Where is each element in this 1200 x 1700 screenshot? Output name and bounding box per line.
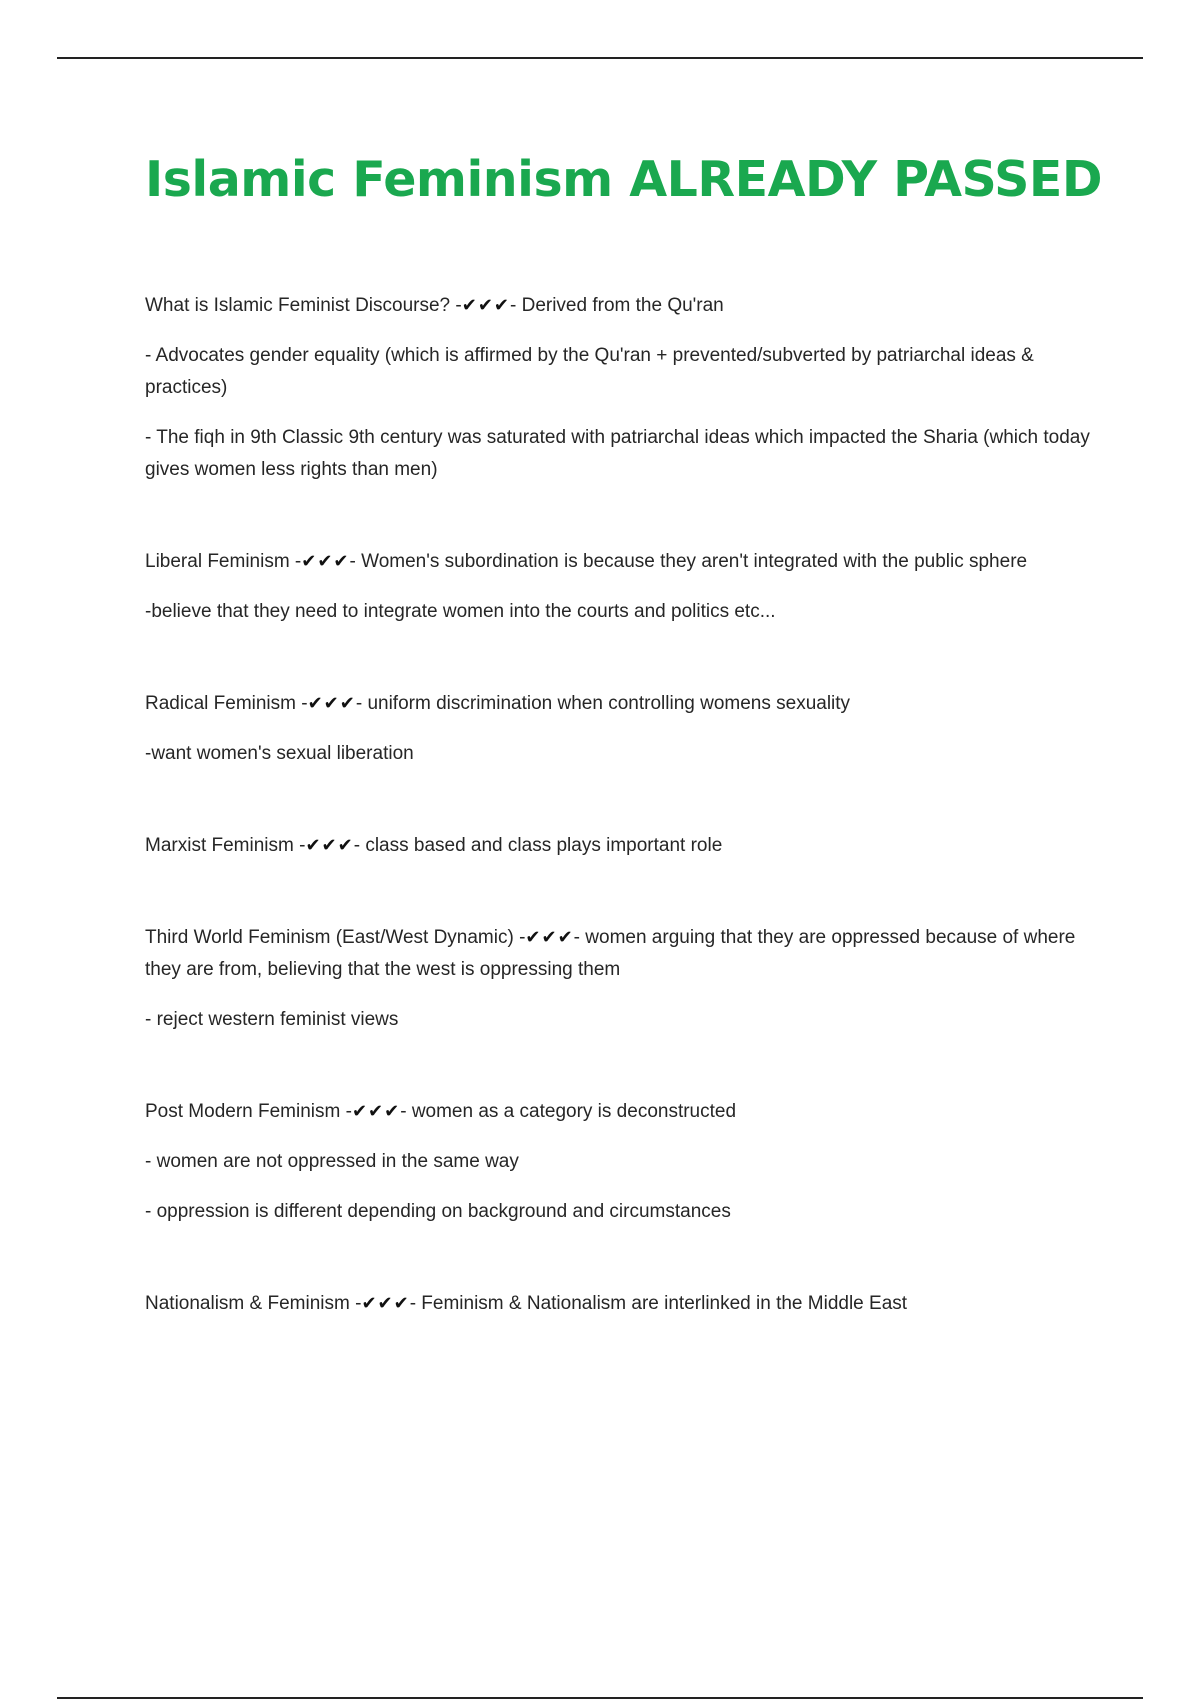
card-detail: -want women's sexual liberation [145,743,414,764]
card-answer: Derived from the Qu'ran [521,295,724,316]
card-detail: - oppression is different depending on background and circumstances [145,1201,731,1222]
check-marks-icon: ✔✔✔ [461,295,510,316]
card-question: Third World Feminism (East/West Dynamic) -✔✔✔- women arguing that they are oppressed because of where they are from, believing that the west is oppressing them [145,927,1076,980]
card-question: Marxist Feminism -✔✔✔- class based and class plays important role [145,835,723,856]
card-detail: -believe that they need to integrate women into the courts and politics etc... [145,601,776,622]
card-term: What is Islamic Feminist Discourse? [145,295,451,316]
page-content [145,150,1103,1380]
card-term: Liberal Feminism [145,551,290,572]
card-answer: uniform discrimination when controlling womens sexuality [367,693,851,714]
card-question: Nationalism & Feminism -✔✔✔- Feminism & Nationalism are interlinked in the Middle East [145,1293,908,1314]
check-marks-icon: ✔✔✔ [525,927,574,948]
bottom-rule [57,1697,1143,1699]
flashcard [145,1288,1095,1320]
card-answer: Women's subordination is because they aren't integrated with the public sphere [361,551,1028,572]
flashcard [145,1096,1095,1228]
flashcard [145,922,1095,1036]
document-title: Islamic Feminism ALREADY PASSED [145,151,1103,208]
card-question: Liberal Feminism -✔✔✔- Women's subordination is because they aren't integrated with the public sphere [145,551,1028,572]
flashcard [145,830,1095,862]
check-marks-icon: ✔✔✔ [305,835,354,856]
card-detail: - The fiqh in 9th Classic 9th century was saturated with patriarchal ideas which impacted the Sharia (which today gives women less rights than men) [145,427,1090,480]
card-detail: - women are not oppressed in the same way [145,1151,519,1172]
card-term: Radical Feminism [145,693,296,714]
flashcard-list [145,290,1095,1320]
card-answer: women arguing that they are oppressed because of where they are from, believing that the west is oppressing them [145,927,1076,980]
check-marks-icon: ✔✔✔ [301,551,350,572]
card-question: What is Islamic Feminist Discourse? -✔✔✔- Derived from the Qu'ran [145,295,724,316]
top-rule [57,57,1143,59]
card-question: Post Modern Feminism -✔✔✔- women as a category is deconstructed [145,1101,737,1122]
card-answer: Feminism & Nationalism are interlinked in the Middle East [421,1293,908,1314]
flashcard [145,546,1095,628]
card-answer: women as a category is deconstructed [411,1101,737,1122]
flashcard [145,290,1095,486]
card-detail: - reject western feminist views [145,1009,399,1030]
check-marks-icon: ✔✔✔ [361,1293,410,1314]
card-question: Radical Feminism -✔✔✔- uniform discrimination when controlling womens sexuality [145,693,851,714]
card-answer: class based and class plays important role [365,835,723,856]
check-marks-icon: ✔✔✔ [307,693,356,714]
card-detail: - Advocates gender equality (which is affirmed by the Qu'ran + prevented/subverted by patriarchal ideas & practices) [145,345,1034,398]
card-term: Post Modern Feminism [145,1101,341,1122]
card-term: Nationalism & Feminism [145,1293,350,1314]
check-marks-icon: ✔✔✔ [351,1101,401,1122]
card-term: Marxist Feminism [145,835,294,856]
flashcard [145,688,1095,770]
card-term: Third World Feminism (East/West Dynamic) [145,927,514,948]
